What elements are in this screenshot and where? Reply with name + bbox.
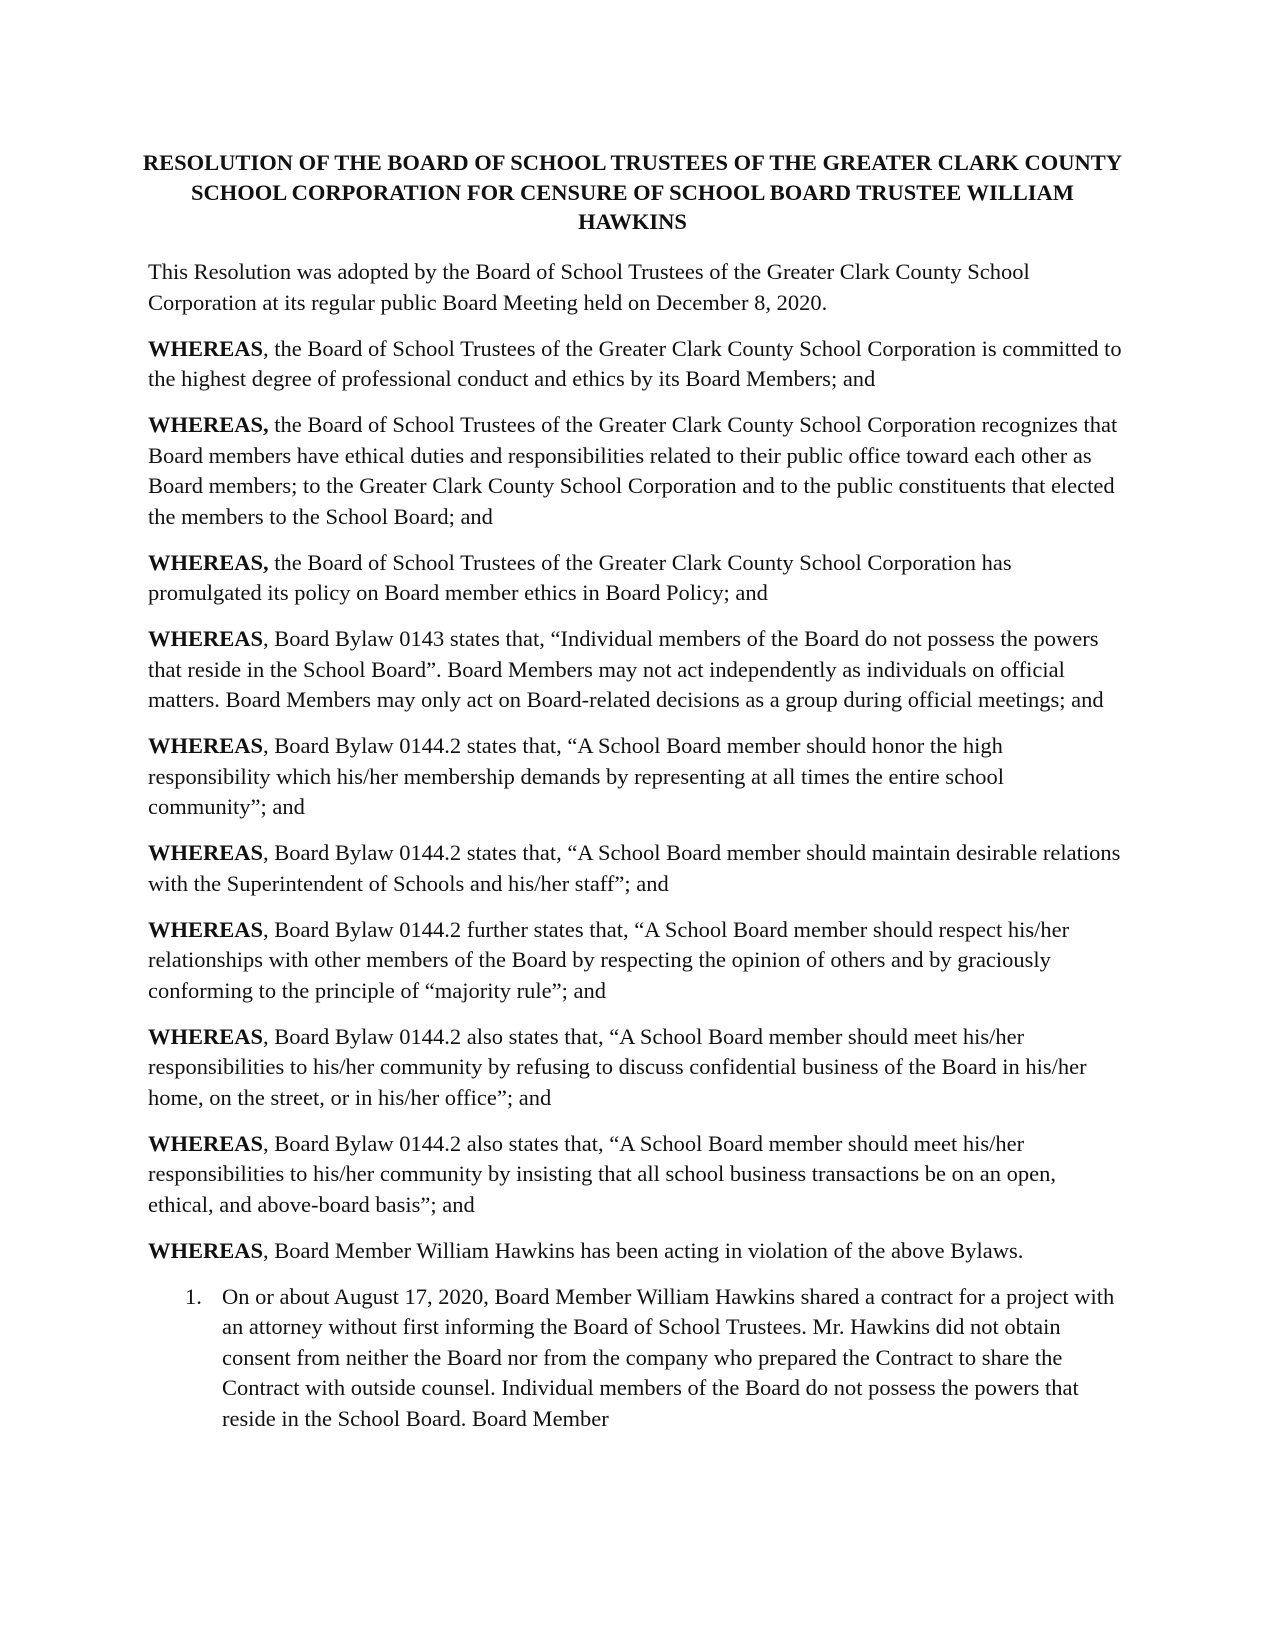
whereas-clause	[148, 838, 1123, 899]
clause-text: , Board Bylaw 0144.2 further states that, “A School Board member should respect his/her relationships with other members of the Board by respecting the opinion of others and by graciously conforming to the principle of “majority rule”; and	[148, 916, 1070, 1003]
clause-lead: WHEREAS	[148, 1130, 264, 1156]
clause-lead: WHEREAS	[148, 626, 264, 651]
clause-text: , Board Bylaw 0144.2 also states that, “A School Board member should meet his/her responsibilities to his/her community by refusing to discuss confidential business of the Board in his/her home, on the street, or in his/her office”; and	[148, 1023, 1087, 1110]
whereas-clause	[148, 624, 1123, 716]
clause-text: , Board Bylaw 0144.2 states that, “A School Board member should maintain desirable relations with the Superintendent of Schools and his/her staff”; and	[148, 840, 1121, 896]
clause-text: , Board Member William Hawkins has been acting in violation of the above Bylaws.	[263, 1237, 1024, 1263]
clause-text: , Board Bylaw 0144.2 also states that, “A School Board member should meet his/her responsibilities to his/her community by insisting that all school business transactions be on an open, ethical, and above-board basis”; and	[148, 1130, 1057, 1217]
clause-text: , Board Bylaw 0144.2 states that, “A School Board member should honor the high responsibility which his/her membership demands by representing at all times the entire school community”; and	[148, 733, 1005, 819]
list-item	[148, 1282, 1123, 1435]
whereas-clause	[148, 731, 1123, 823]
whereas-clause	[148, 1022, 1123, 1114]
clause-lead: WHEREAS,	[148, 549, 269, 575]
violations-list	[148, 1282, 1123, 1435]
clause-lead: WHEREAS,	[148, 412, 269, 437]
clause-lead: WHEREAS	[148, 916, 264, 942]
whereas-clause	[148, 915, 1123, 1007]
whereas-clause	[148, 334, 1123, 395]
clause-lead: WHEREAS	[148, 1237, 264, 1263]
list-item-number: 1.	[185, 1283, 202, 1309]
document-body	[148, 257, 1123, 1434]
whereas-clause	[148, 548, 1123, 609]
clause-text: , the Board of School Trustees of the Greater Clark County School Corporation is committed to the highest degree of professional conduct and ethics by its Board Members; and	[148, 335, 1122, 391]
intro-paragraph: This Resolution was adopted by the Board of School Trustees of the Greater Clark County School Corporation at its regular public Board Meeting held on December 8, 2020.	[148, 259, 1030, 315]
whereas-clause	[148, 1236, 1123, 1267]
clause-lead: WHEREAS	[148, 1023, 264, 1049]
clause-lead: WHEREAS	[148, 733, 264, 758]
clause-text: the Board of School Trustees of the Greater Clark County School Corporation has promulgated its policy on Board member ethics in Board Policy; and	[148, 549, 1012, 605]
whereas-clause	[148, 1129, 1123, 1221]
whereas-clause	[148, 410, 1123, 532]
clause-text: the Board of School Trustees of the Greater Clark County School Corporation recognizes that Board members have ethical duties and responsibilities related to their public office toward each other as Board members; to the Greater Clark County School Corporation and to the public constituents that elected the members to the School Board; and	[148, 412, 1118, 529]
clause-lead: WHEREAS	[148, 840, 264, 865]
document-title: RESOLUTION OF THE BOARD OF SCHOOL TRUSTEES OF THE GREATER CLARK COUNTY SCHOOL CORPORATION FOR CENSURE OF SCHOOL BOARD TRUSTEE WILLIAM HAWKINS	[142, 150, 1123, 234]
list-item-text: On or about August 17, 2020, Board Member William Hawkins shared a contract for a project with an attorney without first informing the Board of School Trustees. Mr. Hawkins did not obtain consent from neither the Board nor from the company who prepared the Contract to share the Contract with outside counsel. Individual members of the Board do not possess the powers that reside in the School Board. Board Member	[222, 1283, 1115, 1431]
clause-text: , Board Bylaw 0143 states that, “Individual members of the Board do not possess the powers that reside in the School Board”. Board Members may not act independently as individuals on official matters. Board Members may only act on Board-related decisions as a group during official meetings; and	[148, 626, 1104, 712]
clause-lead: WHEREAS	[148, 335, 264, 361]
